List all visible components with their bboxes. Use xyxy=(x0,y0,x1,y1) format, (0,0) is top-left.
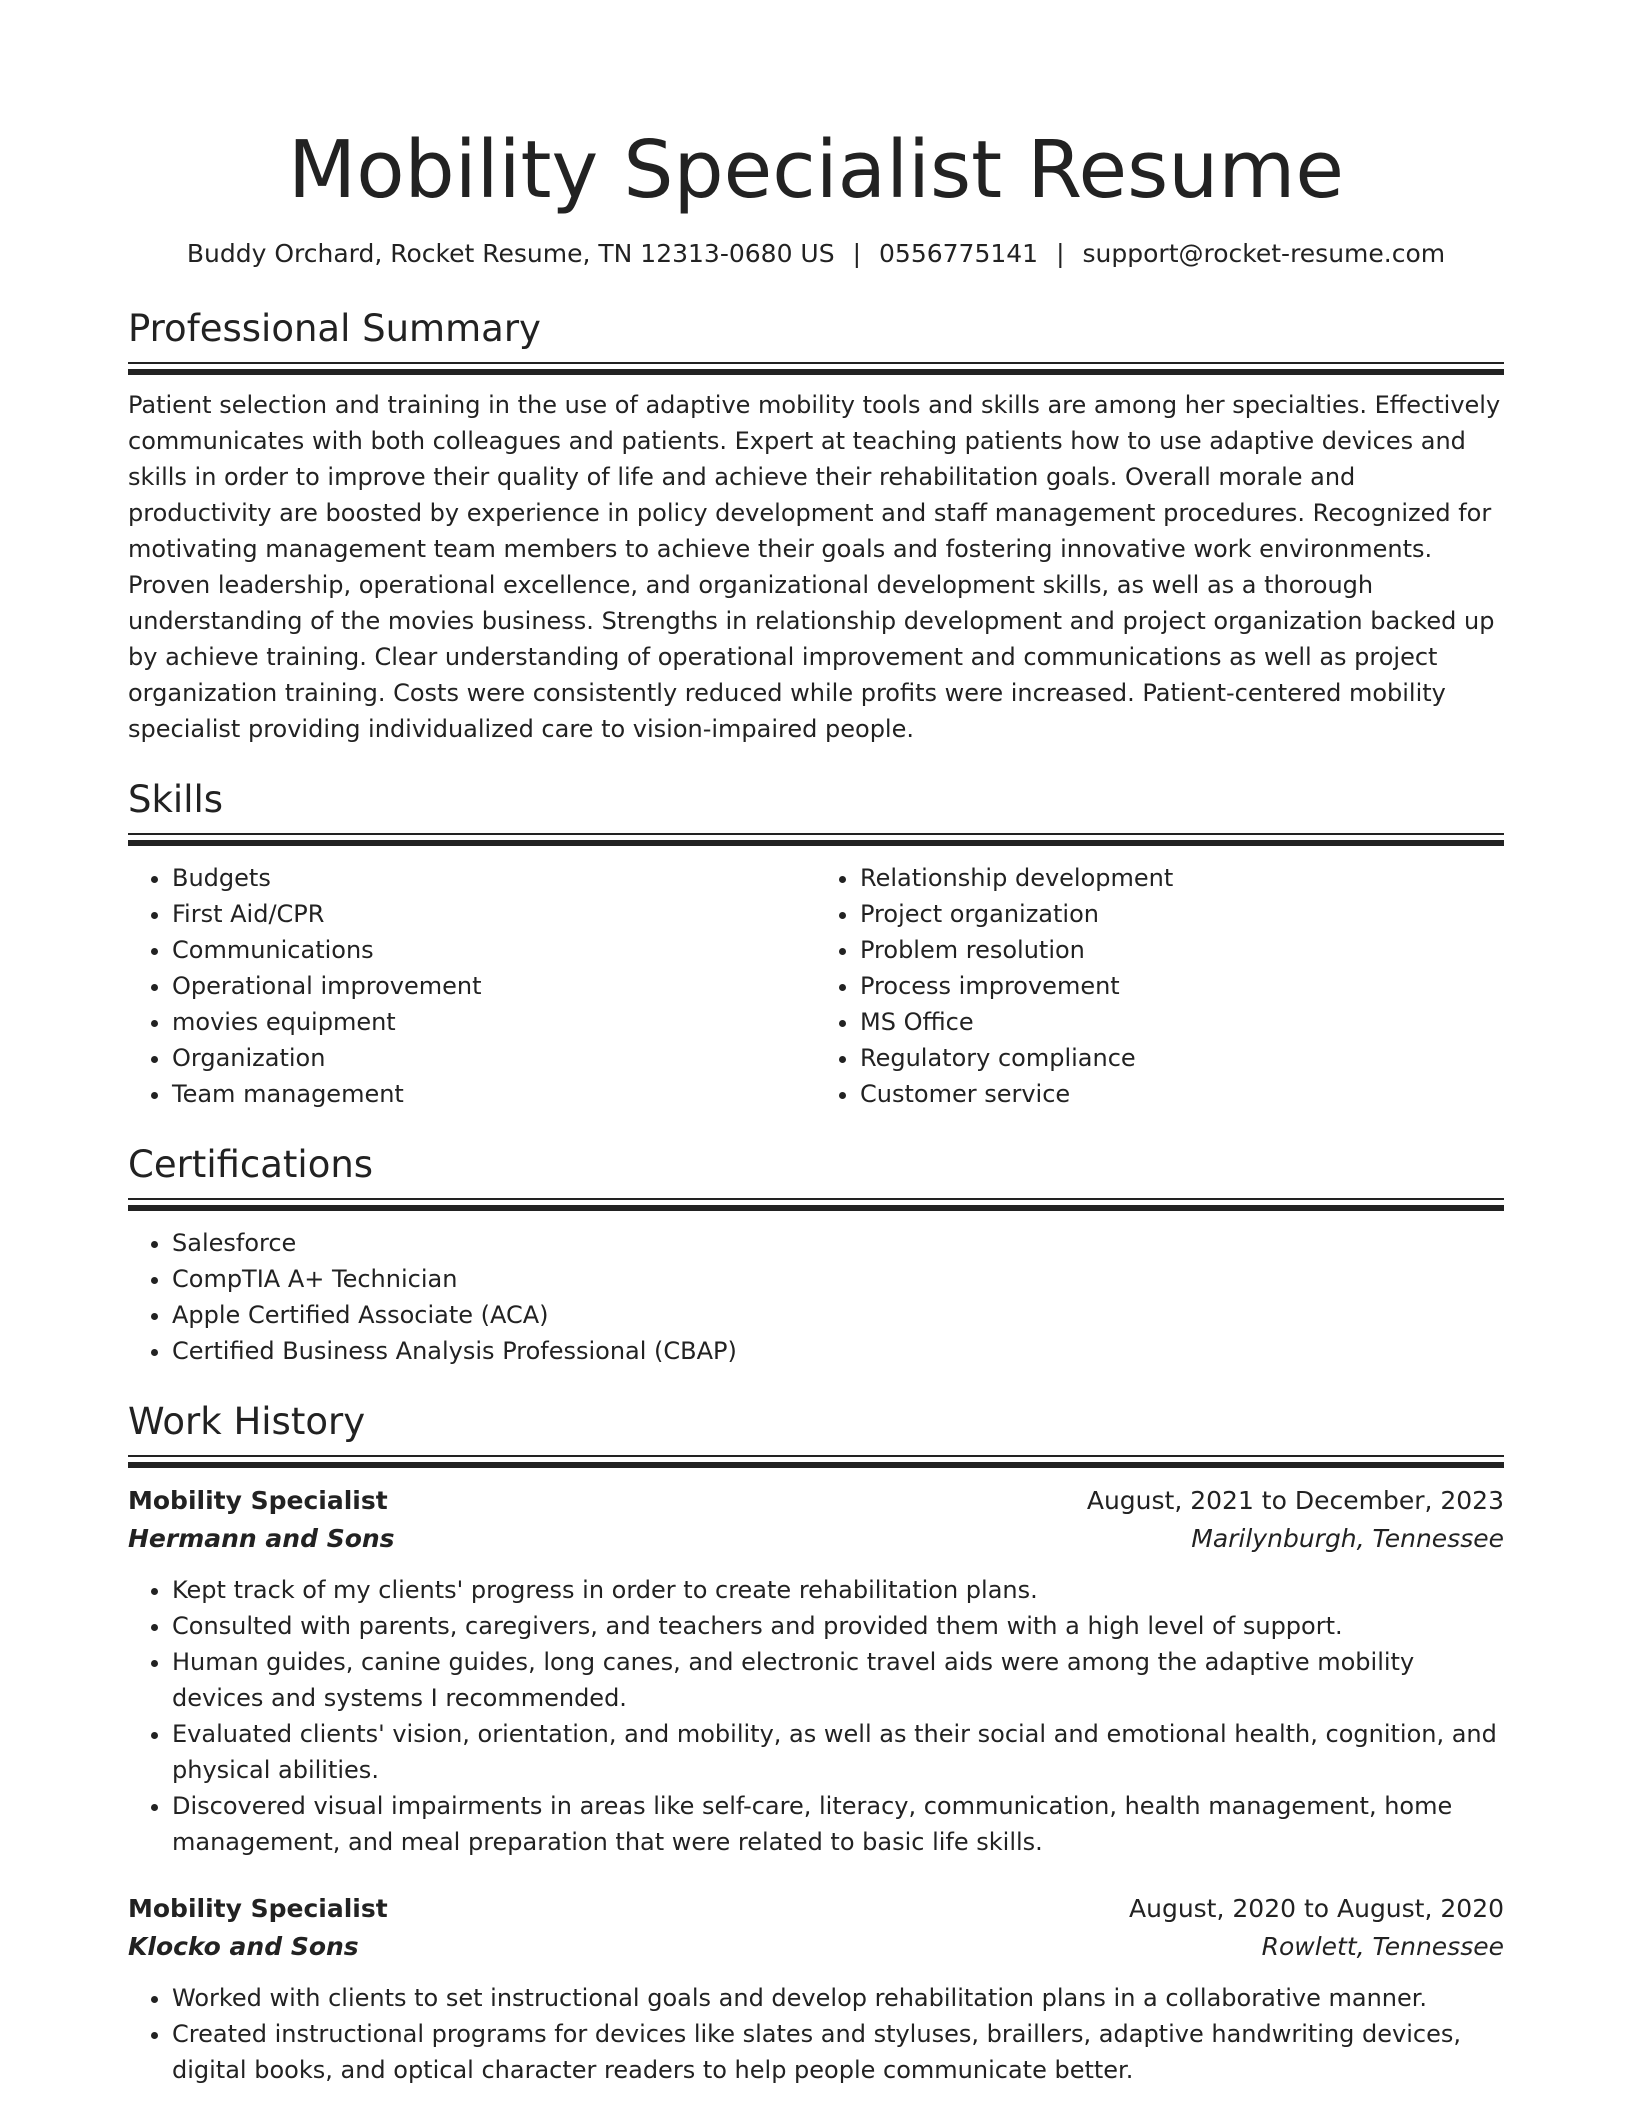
skill-item: • Operational improvement xyxy=(172,968,816,1004)
skill-item: • Organization xyxy=(172,1040,816,1076)
section-divider xyxy=(128,1198,1504,1213)
certification-item: • Salesforce xyxy=(172,1225,1504,1261)
section-divider xyxy=(128,833,1504,848)
certification-item: • CompTIA A+ Technician xyxy=(172,1261,1504,1297)
skill-item: • movies equipment xyxy=(172,1004,816,1040)
job-company: Hermann and Sons xyxy=(128,1524,395,1553)
skill-item: • Relationship development xyxy=(860,860,1504,896)
contact-separator: | xyxy=(1056,239,1065,268)
section-heading-work-history: Work History xyxy=(128,1400,366,1443)
job-title: Mobility Specialist xyxy=(128,1894,388,1923)
contact-separator: | xyxy=(852,239,862,268)
job-header-row xyxy=(128,1482,1504,1520)
job-dates: August, 2020 to August, 2020 xyxy=(1129,1894,1504,1923)
skill-item: • Project organization xyxy=(860,896,1504,932)
job-bullet: • Human guides, canine guides, long canes, and electronic travel aids were among the adaptive mobility devices and systems I recommended. xyxy=(172,1644,1504,1716)
job-title: Mobility Specialist xyxy=(128,1486,388,1515)
section-certifications xyxy=(128,1142,1504,1369)
job-bullet: • Evaluated clients' vision, orientation, and mobility, as well as their social and emotional health, cognition, and physical abilities. xyxy=(172,1716,1504,1788)
job-bullets xyxy=(128,1980,1504,2088)
summary-text: Patient selection and training in the use of adaptive mobility tools and skills are among her specialties. Effectively communicates with both colleagues and patients. Expert at teaching patients how to use adaptive devices and skills in order to improve their quality of life and achieve their rehabilitation goals. Overall morale and productivity are boosted by experience in policy development and staff management procedures. Recognized for motivating management team members to achieve their goals and fostering innovative work environments. Proven leadership, operational excellence, and organizational development skills, as well as a thorough understanding of the movies business. Strengths in relationship development and project organization backed up by achieve training. Clear understanding of operational improvement and communications as well as project organization training. Costs were consistently reduced while profits were increased. Patient-centered mobility specialist providing individualized care to vision-impaired people. xyxy=(128,391,1501,743)
job-location: Rowlett, Tennessee xyxy=(1261,1932,1504,1961)
section-work-history xyxy=(128,1399,1504,2088)
job-entry xyxy=(128,1890,1504,2088)
skill-item: • Regulatory compliance xyxy=(860,1040,1504,1076)
job-bullet: • Worked with clients to set instructional goals and develop rehabilitation plans in a collaborative manner. xyxy=(172,1980,1504,2016)
job-company-row xyxy=(128,1520,1504,1558)
certification-item: • Certified Business Analysis Professional (CBAP) xyxy=(172,1333,1504,1369)
job-company-row xyxy=(128,1928,1504,1966)
section-skills xyxy=(128,777,1504,1112)
job-location: Marilynburgh, Tennessee xyxy=(1191,1524,1504,1553)
resume-title: Mobility Specialist Resume xyxy=(288,124,1344,216)
job-bullet: • Kept track of my clients' progress in order to create rehabilitation plans. xyxy=(172,1572,1504,1608)
skill-item: • Customer service xyxy=(860,1076,1504,1112)
job-dates: August, 2021 to December, 2023 xyxy=(1086,1486,1504,1515)
job-company: Klocko and Sons xyxy=(128,1932,359,1961)
section-heading-certifications: Certifications xyxy=(128,1143,374,1186)
skill-item: • Process improvement xyxy=(860,968,1504,1004)
skill-item: • Budgets xyxy=(172,860,816,896)
certification-item: • Apple Certified Associate (ACA) xyxy=(172,1297,1504,1333)
job-bullet: • Created instructional programs for devices like slates and styluses, braillers, adaptive handwriting devices, digital books, and optical character readers to help people communicate better. xyxy=(172,2016,1504,2088)
skills-list-left xyxy=(128,860,816,1112)
resume-page xyxy=(128,0,1504,2088)
section-divider xyxy=(128,362,1504,377)
job-bullets xyxy=(128,1572,1504,1860)
contact-email[interactable]: support@rocket-resume.com xyxy=(1082,239,1446,268)
section-heading-skills: Skills xyxy=(128,778,224,821)
job-bullet: • Consulted with parents, caregivers, and teachers and provided them with a high level of support. xyxy=(172,1608,1504,1644)
skill-item: • First Aid/CPR xyxy=(172,896,816,932)
contact-line xyxy=(128,236,1504,272)
skill-item: • Problem resolution xyxy=(860,932,1504,968)
section-divider xyxy=(128,1455,1504,1470)
job-entry xyxy=(128,1482,1504,1860)
section-summary xyxy=(128,306,1504,747)
contact-phone: 0556775141 xyxy=(879,239,1039,268)
skill-item: • MS Office xyxy=(860,1004,1504,1040)
skill-item: • Communications xyxy=(172,932,816,968)
skills-columns xyxy=(128,860,1504,1112)
job-header-row xyxy=(128,1890,1504,1928)
skill-item: • Team management xyxy=(172,1076,816,1112)
job-bullet: • Discovered visual impairments in areas like self-care, literacy, communication, health management, home management, and meal preparation that were related to basic life skills. xyxy=(172,1788,1504,1860)
certifications-list xyxy=(128,1225,1504,1369)
contact-address: Buddy Orchard, Rocket Resume, TN 12313-0680 US xyxy=(186,239,835,268)
skills-list-right xyxy=(816,860,1504,1112)
section-heading-summary: Professional Summary xyxy=(128,307,541,350)
